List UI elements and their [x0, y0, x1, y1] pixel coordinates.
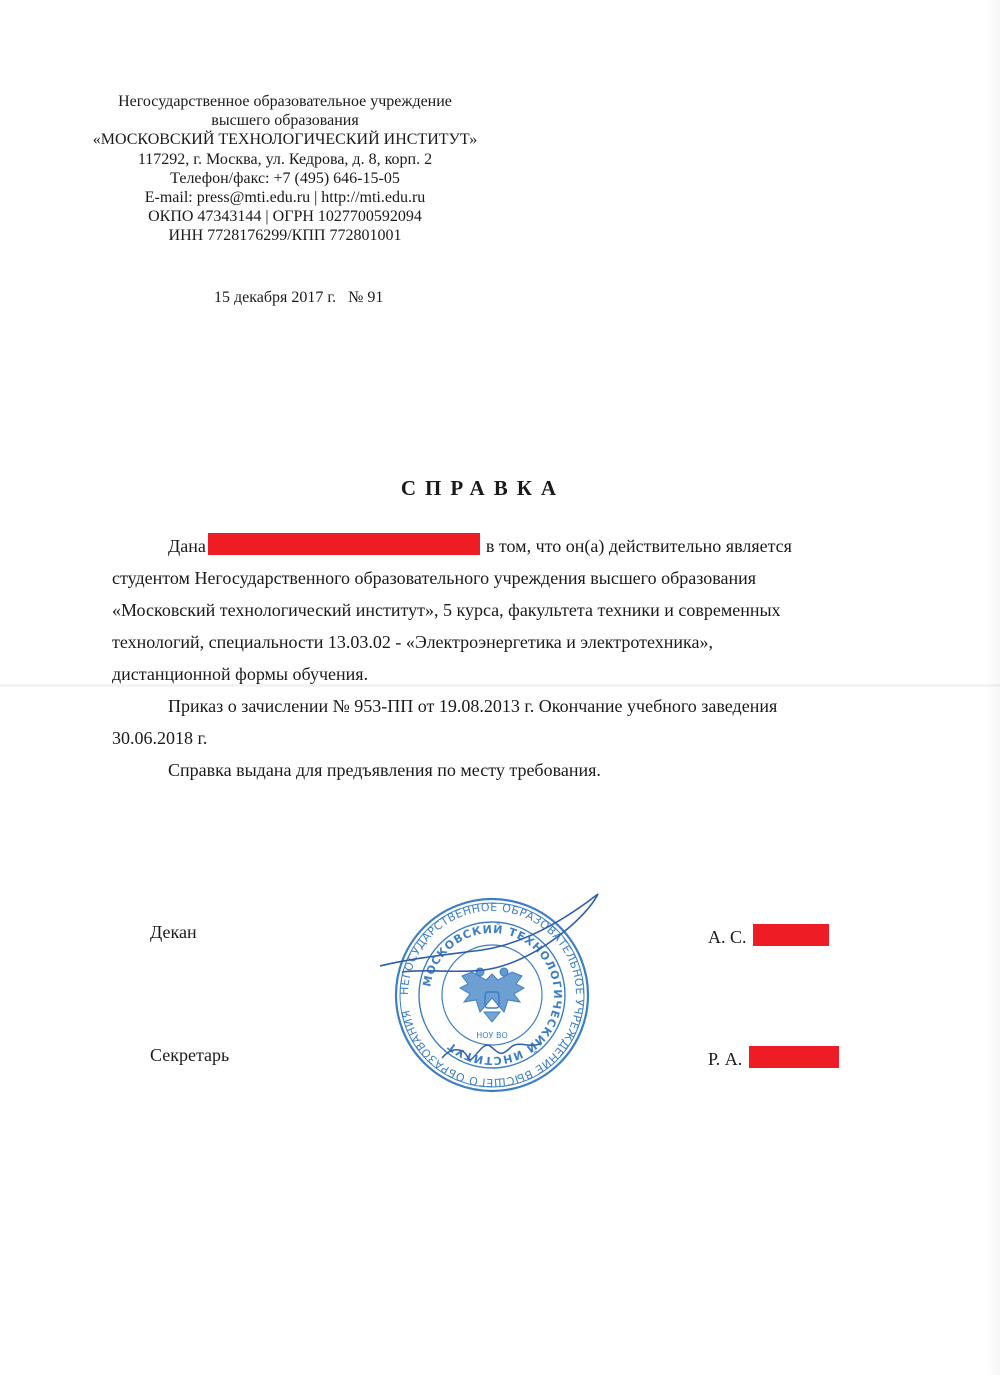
stamp-abbr: НОУ ВО	[476, 1031, 508, 1040]
body-line-4: технологий, специальности 13.03.02 - «Электроэнергетика и электротехника»,	[112, 632, 714, 652]
scan-edge-shadow	[986, 0, 1000, 1375]
issue-date-line	[214, 289, 383, 307]
issue-date: 15 декабря 2017 г.	[214, 289, 337, 306]
redacted-secretary-surname	[749, 1046, 839, 1068]
dean-signature-name	[708, 924, 829, 948]
letterhead-line-org-type: Негосударственное образовательное учреждение	[118, 93, 452, 110]
certificate-body	[112, 530, 842, 786]
order-line-1: Приказ о зачислении № 953-ПП от 19.08.2013 г. Окончание учебного заведения	[168, 696, 778, 716]
stamp-outer-text: НЕГОСУДАРСТВЕННОЕ ОБРАЗОВАТЕЛЬНОЕ УЧРЕЖДЕНИЕ ВЫСШЕГО ОБРАЗОВАНИЯ	[397, 900, 587, 1090]
redacted-dean-surname	[753, 924, 829, 946]
eagle-emblem-icon	[460, 968, 524, 1022]
letterhead-line-inn: ИНН 7728176299/КПП 772801001	[168, 227, 402, 245]
dean-label: Декан	[150, 922, 197, 942]
document-number: № 91	[348, 289, 384, 306]
letterhead-line-institute-name: «МОСКОВСКИЙ ТЕХНОЛОГИЧЕСКИЙ ИНСТИТУТ»	[92, 131, 478, 149]
purpose-line: Справка выдана для предъявления по месту требования.	[168, 760, 601, 780]
body-line-1	[112, 530, 842, 562]
redacted-student-name	[208, 533, 480, 555]
body-line-3: «Московский технологический институт», 5 курса, факультета техники и современных	[112, 600, 781, 620]
dean-initials: А. С.	[708, 927, 747, 947]
letterhead-line-education: высшего образования	[211, 112, 359, 130]
letterhead-line-email: E-mail: press@mti.edu.ru | http://mti.edu.ru	[144, 189, 426, 207]
given-to-label: Дана	[168, 536, 206, 556]
order-line-2: 30.06.2018 г.	[112, 728, 208, 748]
letterhead-line-address: 117292, г. Москва, ул. Кедрова, д. 8, корп. 2	[137, 150, 433, 168]
secretary-initials: Р. А.	[708, 1049, 743, 1069]
secretary-signature-name	[708, 1046, 839, 1070]
secretary-label: Секретарь	[150, 1045, 230, 1065]
body-line-5: дистанционной формы обучения.	[112, 664, 369, 684]
official-stamp	[372, 888, 612, 1098]
stamp-inner-text: МОСКОВСКИЙ ТЕХНОЛОГИЧЕСКИЙ ИНСТИТУТ	[420, 922, 565, 1068]
body-line-1-rest: в том, что он(а) действительно является	[485, 536, 792, 556]
letterhead-line-okpo: ОКПО 47343144 | ОГРН 1027700592094	[148, 208, 422, 226]
letterhead-line-phone: Телефон/факс: +7 (495) 646-15-05	[170, 169, 400, 187]
body-line-2: студентом Негосударственного образовательного учреждения высшего образования	[112, 568, 757, 588]
document-title: СПРАВКА	[400, 476, 566, 500]
letterhead	[80, 92, 490, 246]
